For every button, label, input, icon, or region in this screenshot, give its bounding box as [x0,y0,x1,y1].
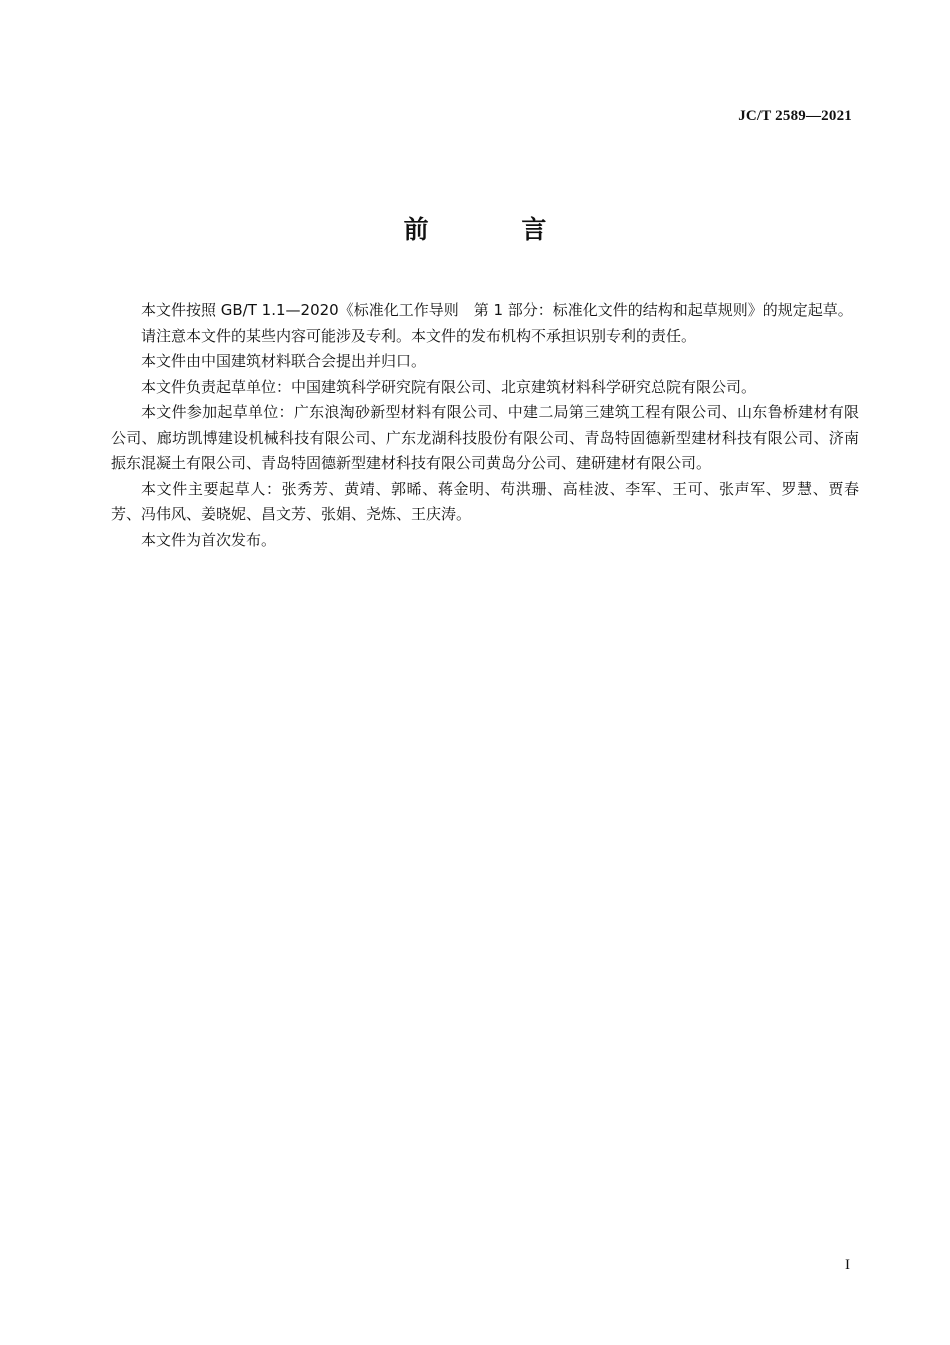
paragraph-patent-notice: 请注意本文件的某些内容可能涉及专利。本文件的发布机构不承担识别专利的责任。 [141,326,697,345]
page-number: I [845,1257,850,1273]
foreword-body [111,298,859,553]
paragraph-lead-drafters: 本文件负责起草单位：中国建筑科学研究院有限公司、北京建筑材料科学研究总院有限公司。 [141,377,757,396]
standard-code: JC/T 2589—2021 [738,108,852,124]
paragraph-first-release: 本文件为首次发布。 [141,530,277,549]
paragraph-proposer: 本文件由中国建筑材料联合会提出并归口。 [141,352,427,370]
paragraph-drafting-rules: 本文件按照 GB/T 1.1—2020《标准化工作导则 第 1 部分：标准化文件的结构和起草规则》的规定起草。 [141,301,853,319]
page-title: 前 言 [403,215,589,244]
paragraph-main-drafters: 本文件主要起草人：张秀芳、黄靖、郭晞、蒋金明、苟洪珊、高桂波、李军、王可、张声军、罗慧、贾春芳、冯伟风、姜晓妮、昌文芳、张娟、尧炼、王庆涛。 [111,479,859,523]
paragraph-participating-drafters: 本文件参加起草单位：广东浪淘砂新型材料有限公司、中建二局第三建筑工程有限公司、山东鲁桥建材有限公司、廊坊凯博建设机械科技有限公司、广东龙湖科技股份有限公司、青岛特固德新型建材科技有限公司、济南振东混凝土有限公司、青岛特固德新型建材科技有限公司黄岛分公司、建研建材有限公司。 [111,403,859,472]
